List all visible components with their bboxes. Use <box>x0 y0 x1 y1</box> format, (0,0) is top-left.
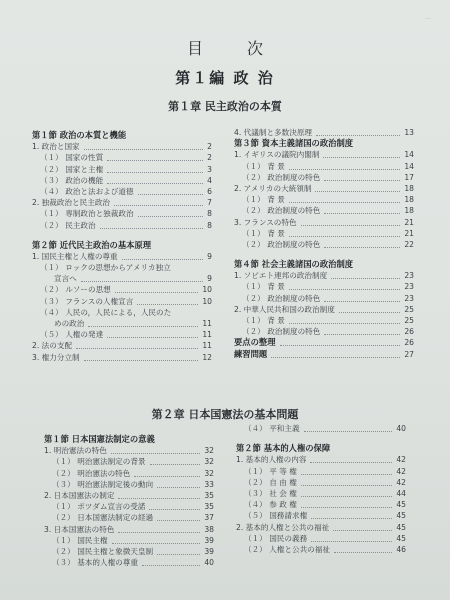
toc-leader-dots <box>324 246 400 248</box>
toc-page-number: 42 <box>396 455 406 465</box>
toc-entry <box>234 228 414 239</box>
toc-entry-title: 1. 明治憲法の特色 <box>44 446 107 456</box>
toc-entry-title: （１） ロックの思想からアメリカ独立 <box>40 263 171 273</box>
toc-leader-dots <box>324 179 400 181</box>
page-title: 目次 <box>186 39 307 58</box>
toc-entry <box>32 141 212 152</box>
toc-entry-title: 2. 日本国憲法の制定 <box>44 490 115 500</box>
toc-page-number: 44 <box>396 488 406 498</box>
toc-entry <box>32 340 212 351</box>
toc-page-number: 14 <box>404 161 414 171</box>
toc-entry <box>234 270 414 281</box>
toc-entry <box>44 468 214 479</box>
toc-entry-title: （４） 参 政 権 <box>244 500 297 510</box>
toc-section-heading <box>234 138 414 149</box>
toc-leader-dots <box>333 529 392 531</box>
toc-page-number: 37 <box>204 513 214 523</box>
toc-page-number: 2 <box>207 153 212 163</box>
toc-leader-dots <box>301 484 393 486</box>
toc-entry <box>236 466 406 477</box>
toc-entry-title: 3. 権力分立制 <box>32 352 80 362</box>
toc-entry <box>236 533 406 544</box>
toc-page-number: 45 <box>396 533 406 543</box>
toc-leader-dots <box>107 159 203 161</box>
toc-leader-dots <box>289 168 401 170</box>
toc-entry-title: 2. アメリカの大統領制 <box>234 183 312 193</box>
toc-entry <box>234 281 414 292</box>
toc-entry-title: 1. 政治と国家 <box>32 142 80 152</box>
chapter-2-title: 第２章 日本国憲法の基本問題 <box>151 408 299 421</box>
toc-leader-dots <box>76 347 198 349</box>
toc-entry <box>234 172 414 183</box>
toc-page-number: 42 <box>396 466 406 476</box>
toc-entry-title: 宣言へ <box>54 274 77 284</box>
toc-page-number: 18 <box>404 206 414 216</box>
toc-entry-title: 2. 法の支配 <box>32 341 73 351</box>
toc-entry <box>32 262 212 273</box>
toc-entry-title: （２） 国家と主権 <box>40 164 104 174</box>
toc-entry-title: （２） 日本国憲法制定の経過 <box>52 513 154 523</box>
toc-leader-dots <box>331 277 400 279</box>
toc-page-number: 25 <box>404 304 414 314</box>
toc-entry-title: （３） 明治憲法制定後の動向 <box>52 479 154 489</box>
toc-entry <box>32 318 212 329</box>
toc-entry <box>32 197 212 208</box>
toc-entry-title: （１） 国民の義務 <box>244 533 308 543</box>
toc-leader-dots <box>334 551 392 553</box>
toc-entry <box>236 477 406 488</box>
toc-entry <box>44 445 214 456</box>
toc-leader-dots <box>112 542 201 544</box>
toc-page-number: 27 <box>404 349 414 359</box>
toc-entry-title: （１） ポツダム宣言の受諾 <box>52 502 146 512</box>
toc-entry <box>234 127 414 138</box>
toc-page-number: 23 <box>404 293 414 303</box>
toc-entry-title: （２） 明治憲法の特色 <box>52 468 131 478</box>
toc-leader-dots <box>149 508 200 510</box>
toc-entry-title: （５） 国務請求権 <box>244 511 308 521</box>
toc-leader-dots <box>111 452 201 454</box>
toc-leader-dots <box>107 171 203 173</box>
toc-entry <box>44 524 214 535</box>
toc-page-number: 45 <box>396 500 406 510</box>
toc-leader-dots <box>134 475 200 477</box>
toc-page-number: 8 <box>207 209 212 219</box>
toc-leader-dots <box>324 333 400 335</box>
toc-leader-dots <box>137 303 198 305</box>
toc-entry <box>32 307 212 318</box>
toc-page-number: 9 <box>207 251 212 261</box>
toc-entry <box>44 479 214 490</box>
toc-entry-title: （１） 背 景 <box>242 228 285 238</box>
toc-page-number: 26 <box>404 327 414 337</box>
toc-entry-title: （２） 政治制度の特色 <box>242 206 321 216</box>
toc-entry <box>44 512 214 523</box>
toc-entry-title: （２） 政治制度の特色 <box>242 293 321 303</box>
toc-entry-title: （２） ルソーの思想 <box>40 285 111 295</box>
toc-page-number: 11 <box>202 330 212 340</box>
toc-leader-dots <box>100 227 204 229</box>
toc-entry <box>44 557 214 568</box>
toc-entry <box>32 296 212 307</box>
toc-page-number: 39 <box>204 535 214 545</box>
toc-leader-dots <box>107 182 203 184</box>
toc-entry-title: （１） 平 等 権 <box>244 466 297 476</box>
toc-page-number: 13 <box>404 128 414 137</box>
toc-entry <box>236 499 406 510</box>
toc-column-ch2-right <box>236 423 406 555</box>
toc-entry-title: （１） 背 景 <box>242 161 285 171</box>
toc-page-number: 8 <box>207 220 212 230</box>
toc-leader-dots <box>301 473 393 475</box>
toc-page-number: 32 <box>204 457 214 467</box>
toc-leader-dots <box>118 497 200 499</box>
toc-entry-title: （２） 人権と公共の福祉 <box>244 544 330 554</box>
toc-leader-dots <box>323 156 400 158</box>
toc-leader-dots <box>324 300 400 302</box>
toc-entry <box>234 205 414 216</box>
toc-page-number: 18 <box>404 183 414 193</box>
toc-entry-title: 1. イギリスの議院内閣制 <box>234 150 320 160</box>
toc-entry-title: （２） 政治制度の特色 <box>242 327 321 337</box>
toc-spacer <box>236 434 406 443</box>
toc-leader-dots <box>107 336 198 338</box>
toc-section-heading <box>236 443 406 454</box>
toc-page-number: 46 <box>396 544 406 554</box>
toc-entry <box>44 546 214 557</box>
toc-page-number: 3 <box>207 164 212 174</box>
toc-leader-dots <box>324 212 400 214</box>
toc-page-number: 45 <box>396 522 406 532</box>
toc-entry <box>234 315 414 326</box>
toc-entry-title: 1. ソビエト連邦の政治制度 <box>234 271 328 281</box>
toc-entry <box>236 454 406 465</box>
toc-leader-dots <box>289 288 401 290</box>
toc-entry <box>32 186 212 197</box>
toc-page-number: 22 <box>404 239 414 249</box>
toc-leader-dots <box>301 506 393 508</box>
toc-entry-title: （５） 人権の発達 <box>40 330 104 340</box>
toc-entry-title: 2. 中華人民共和国の政治制度 <box>234 304 335 314</box>
toc-entry <box>32 251 212 262</box>
toc-entry-title: 3. 日本国憲法の特色 <box>44 524 115 534</box>
toc-page-number: 4 <box>207 175 212 185</box>
toc-leader-dots <box>311 517 392 519</box>
toc-leader-dots <box>138 215 204 217</box>
toc-entry-title: （３） 基本的人権の尊重 <box>52 558 138 568</box>
toc-entry <box>234 326 414 337</box>
toc-page-number: 12 <box>202 352 212 362</box>
toc-entry-title: （１） 明治憲法制定の背景 <box>52 457 146 467</box>
toc-entry-title: （１） 専制政治と独裁政治 <box>40 209 134 219</box>
toc-page-number: 10 <box>202 285 212 295</box>
toc-page-number: 23 <box>404 282 414 292</box>
toc-entry-title: （３） 政治の機能 <box>40 175 104 185</box>
toc-leader-dots <box>304 430 393 432</box>
toc-section-heading <box>32 240 212 251</box>
toc-page-number: 40 <box>204 558 214 568</box>
toc-entry-title: （３） フランスの人権宣言 <box>40 296 134 306</box>
toc-entry-title: （１） 背 景 <box>242 195 285 205</box>
toc-entry <box>236 544 406 555</box>
toc-page-number: 21 <box>404 228 414 238</box>
chapter-1-title: 第１章 民主政治の本質 <box>168 100 282 113</box>
toc-entry <box>32 175 212 186</box>
toc-page-number: 32 <box>204 446 214 456</box>
toc-entry <box>44 535 214 546</box>
toc-leader-dots <box>289 201 401 203</box>
toc-section-heading <box>234 259 414 270</box>
toc-leader-dots <box>114 204 203 206</box>
toc-entry <box>32 284 212 295</box>
toc-entry <box>234 183 414 194</box>
toc-page-number: 11 <box>202 319 212 328</box>
toc-page-number: 39 <box>204 546 214 556</box>
toc-entry <box>32 273 212 284</box>
toc-entry <box>32 164 212 175</box>
toc-entry <box>236 510 406 521</box>
toc-entry <box>32 329 212 340</box>
toc-leader-dots <box>316 134 400 136</box>
toc-leader-dots <box>81 280 203 282</box>
toc-entry-title: （２） 政治制度の特色 <box>242 172 321 182</box>
toc-page-number: 18 <box>404 195 414 205</box>
toc-entry <box>44 501 214 512</box>
toc-leader-dots <box>157 519 200 521</box>
toc-page-number: 45 <box>396 511 406 521</box>
toc-page-number: 23 <box>404 271 414 281</box>
toc-leader-dots <box>301 495 393 497</box>
toc-entry <box>236 522 406 533</box>
toc-page-number: 25 <box>404 316 414 325</box>
toc-page-number: 35 <box>204 490 214 500</box>
toc-leader-dots <box>339 311 401 313</box>
toc-leader-dots <box>310 461 392 463</box>
toc-entry-title: 第４節 社会主義諸国の政治制度 <box>234 259 354 270</box>
toc-entry <box>234 217 414 228</box>
toc-page-number: 26 <box>404 338 414 348</box>
toc-page-number: 21 <box>404 217 414 227</box>
toc-column-ch1-left <box>32 130 212 363</box>
toc-entry-title: （２） 民主政治 <box>40 220 96 230</box>
toc-entry-title: （４） 平和主義 <box>244 424 300 433</box>
toc-entry <box>234 149 414 160</box>
toc-leader-dots <box>150 463 201 465</box>
page-header-ghost: … <box>425 14 432 21</box>
toc-spacer <box>32 231 212 240</box>
toc-page-number: 7 <box>207 198 212 208</box>
toc-entry <box>234 161 414 172</box>
toc-entry-title: 第２節 基本的人権の保障 <box>236 443 331 454</box>
toc-entry-title: （２） 自 由 権 <box>244 477 297 487</box>
toc-entry-title: 1. 基本的人権の内容 <box>236 455 307 465</box>
toc-entry <box>32 152 212 163</box>
toc-entry <box>32 352 212 363</box>
toc-entry-title: 第３節 資本主義諸国の政治制度 <box>234 138 354 149</box>
toc-entry-title: （３） 社 会 権 <box>244 488 297 498</box>
toc-leader-dots <box>118 531 200 533</box>
toc-entry-title: 第２節 近代民主政治の基本原理 <box>32 239 152 250</box>
toc-entry-title: 4. 代議制と多数決原理 <box>234 128 313 137</box>
toc-entry-title: （２） 国民主権と象徴天皇制 <box>52 546 154 556</box>
toc-leader-dots <box>301 224 401 226</box>
toc-leader-dots <box>115 291 199 293</box>
toc-entry <box>234 349 414 360</box>
toc-page-number: 38 <box>204 524 214 534</box>
toc-entry <box>234 194 414 205</box>
toc-page-number: 10 <box>202 296 212 306</box>
toc-entry-title: （１） 国民主権 <box>52 535 108 545</box>
toc-leader-dots <box>138 193 204 195</box>
toc-page-number: 35 <box>204 502 214 512</box>
toc-leader-dots <box>122 258 204 260</box>
toc-page-number: 42 <box>396 477 406 487</box>
toc-spacer <box>234 250 414 259</box>
toc-page-number: 9 <box>207 274 212 284</box>
toc-section-heading <box>32 130 212 141</box>
toc-page-number: 17 <box>404 172 414 182</box>
toc-page-number: 11 <box>202 341 212 351</box>
toc-entry-title: 第１節 日本国憲法制定の意義 <box>44 434 155 444</box>
toc-entry <box>234 293 414 304</box>
toc-entry <box>236 423 406 434</box>
toc-entry <box>234 304 414 315</box>
toc-entry-title: 第１節 政治の本質と機能 <box>32 130 127 140</box>
toc-page-number: 6 <box>207 186 212 196</box>
toc-leader-dots <box>315 190 400 192</box>
toc-column-ch2-left <box>44 434 214 568</box>
toc-entry <box>44 456 214 467</box>
toc-entry <box>32 220 212 231</box>
part-title: 第１編 政 治 <box>175 69 275 87</box>
toc-entry-title: 2. 独裁政治と民主政治 <box>32 198 111 208</box>
toc-entry-title: 2. 基本的人権と公共の福祉 <box>236 522 330 532</box>
toc-column-ch1-right <box>234 127 414 360</box>
toc-leader-dots <box>289 235 401 237</box>
toc-leader-dots <box>142 564 200 566</box>
toc-section-heading <box>44 434 214 445</box>
toc-entry-title: （２） 政治制度の特色 <box>242 239 321 249</box>
toc-entry-title: （１） 国家の性質 <box>40 153 104 163</box>
toc-entry <box>32 208 212 219</box>
toc-leader-dots <box>289 322 401 324</box>
toc-page-number: 32 <box>204 468 214 478</box>
toc-entry-title: （１） 背 景 <box>242 282 285 292</box>
toc-entry-title: 練習問題 <box>234 348 268 359</box>
toc-entry <box>236 488 406 499</box>
toc-entry-title: 3. フランスの特色 <box>234 217 297 227</box>
toc-entry <box>234 337 414 348</box>
toc-leader-dots <box>311 540 392 542</box>
toc-entry <box>44 490 214 501</box>
toc-page-number: 33 <box>204 479 214 489</box>
toc-leader-dots <box>157 486 200 488</box>
toc-leader-dots <box>271 356 400 358</box>
toc-entry <box>234 239 414 250</box>
toc-entry-title: 1. 国民主権と人権の尊重 <box>32 251 118 261</box>
toc-entry-title: めの政治 <box>54 319 85 328</box>
toc-entry-title: （４） 人民の，人民による，人民のた <box>40 307 172 317</box>
toc-entry-title: （４） 政治と法および道徳 <box>40 186 134 196</box>
toc-leader-dots <box>84 148 204 150</box>
toc-leader-dots <box>88 325 198 327</box>
toc-leader-dots <box>84 359 199 361</box>
toc-entry-title: （１） 背 景 <box>242 316 285 325</box>
toc-entry-title: 要点の整理 <box>234 337 276 348</box>
toc-page-number: 40 <box>396 424 406 433</box>
toc-leader-dots <box>280 344 401 346</box>
toc-leader-dots <box>157 553 200 555</box>
toc-page-number: 2 <box>207 142 212 152</box>
toc-page-number: 14 <box>404 150 414 160</box>
